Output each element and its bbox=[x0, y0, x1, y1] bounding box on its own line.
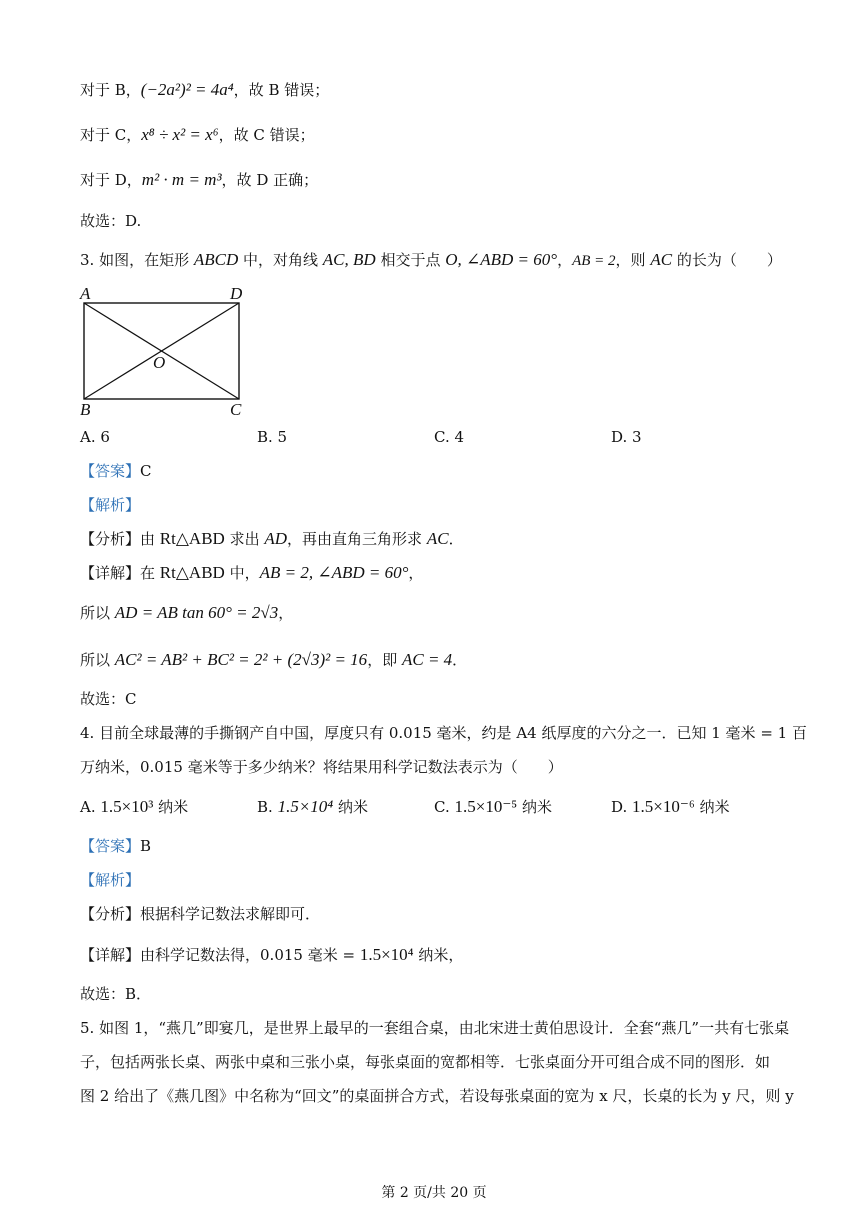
choose-answer-line: 故选：D. bbox=[80, 212, 142, 230]
q5-stem-line-1: 5. 如图 1，“燕几”即宴几，是世界上最早的一套组合桌，由北宋进士黄伯思设计．全套“燕几”一共有七张桌 bbox=[80, 1019, 790, 1037]
q5-stem-line-3: 图 2 给出了《燕几图》中名称为“回文”的桌面拼合方式，若设每张桌面的宽为 x 尺，长桌的长为 y 尺，则 y bbox=[80, 1087, 794, 1105]
answer-value: C bbox=[140, 462, 152, 480]
vertex-label-c: C bbox=[230, 400, 242, 419]
option-label: D. bbox=[611, 798, 628, 816]
math-expression: (−2a²)² = 4a⁴ bbox=[140, 80, 234, 99]
q3-option-d: D. 3 bbox=[611, 428, 642, 446]
text: 中，对角线 bbox=[238, 251, 323, 269]
q4-option-d bbox=[611, 797, 730, 817]
q5-stem-line-2: 子，包括两张长桌、两张中桌和三张小桌，每张桌面的宽都相等．七张桌面分开可组合成不同的图形．如 bbox=[80, 1053, 771, 1071]
option-label: B. bbox=[257, 798, 273, 816]
q3-choose: 故选：C bbox=[80, 690, 137, 708]
text: 所以 bbox=[80, 651, 115, 669]
text: 根据科学记数法求解即可． bbox=[140, 905, 321, 923]
text: ， bbox=[408, 564, 424, 582]
xiangjie-tag: 【详解】 bbox=[80, 946, 141, 964]
q4-option-b bbox=[257, 797, 368, 817]
math: 1.5×10⁴ bbox=[359, 945, 414, 964]
q4-choose: 故选：B． bbox=[80, 985, 152, 1003]
text: 纳米， bbox=[413, 946, 464, 964]
q3-answer bbox=[80, 461, 152, 481]
option-unit: 纳米 bbox=[699, 798, 730, 816]
fenxi-tag: 【分析】 bbox=[80, 530, 141, 548]
text: 中， bbox=[224, 564, 260, 582]
text-suffix: ，故 B 错误； bbox=[233, 81, 330, 99]
xiangjie-tag: 【详解】 bbox=[80, 564, 141, 582]
math: AC = 4 bbox=[401, 650, 453, 669]
text: ， bbox=[278, 604, 294, 622]
vertex-label-o: O bbox=[153, 353, 166, 372]
q3-fenxi bbox=[80, 529, 464, 549]
text: 的长为（ ） bbox=[672, 251, 782, 269]
text: 求出 bbox=[224, 530, 265, 548]
math: AC² = AB² + BC² = 2² + (2√3)² = 16 bbox=[114, 650, 368, 669]
math: AD bbox=[264, 529, 288, 548]
text: ． bbox=[452, 651, 468, 669]
math: AC, BD bbox=[322, 250, 376, 269]
text: 相交于点 bbox=[375, 251, 446, 269]
option-expression: 1.5×10³ bbox=[100, 797, 154, 816]
math: Rt△ABD bbox=[159, 563, 225, 582]
q3-stem bbox=[80, 250, 782, 271]
text: 由 bbox=[140, 530, 160, 548]
text-prefix: 对于 D， bbox=[80, 171, 142, 189]
math: AC bbox=[650, 250, 673, 269]
q4-stem-line-2: 万纳米，0.015 毫米等于多少纳米？将结果用科学记数法表示为（ ） bbox=[80, 758, 563, 776]
vertex-label-b: B bbox=[80, 400, 91, 419]
math-expression: m² · m = m³ bbox=[141, 170, 222, 189]
math: AD = AB tan 60° = 2√3 bbox=[114, 603, 279, 622]
math: AB = 2, ∠ABD = 60° bbox=[259, 563, 409, 582]
math: AB = 2 bbox=[572, 253, 616, 269]
vertex-label-d: D bbox=[230, 284, 243, 303]
math-expression: x⁸ ÷ x² = x⁶ bbox=[141, 125, 219, 144]
text: ， bbox=[557, 251, 573, 269]
text: 在 bbox=[140, 564, 160, 582]
text-suffix: ，故 D 正确； bbox=[221, 171, 319, 189]
text-prefix: 对于 C， bbox=[80, 126, 142, 144]
page-footer: 第 2 页/共 20 页 bbox=[381, 1185, 487, 1201]
q3-option-c: C. 4 bbox=[434, 428, 465, 446]
math: O, ∠ABD = 60° bbox=[445, 250, 558, 269]
q3-step-1 bbox=[80, 603, 293, 623]
text: ． bbox=[448, 530, 464, 548]
option-d-analysis bbox=[80, 170, 318, 190]
option-label: C. bbox=[434, 798, 450, 816]
option-expression: 1.5×10⁻⁶ bbox=[632, 797, 695, 816]
math: Rt△ABD bbox=[159, 529, 225, 548]
q3-xiangjie bbox=[80, 563, 423, 583]
answer-tag: 【答案】 bbox=[80, 462, 141, 480]
q4-answer bbox=[80, 836, 151, 856]
q4-option-c bbox=[434, 797, 552, 817]
rectangle-figure bbox=[70, 282, 260, 422]
text: ，再由直角三角形求 bbox=[287, 530, 427, 548]
q3-option-a: A. 6 bbox=[80, 428, 110, 446]
text-prefix: 对于 B， bbox=[80, 81, 141, 99]
text: 所以 bbox=[80, 604, 115, 622]
option-label: A. bbox=[80, 798, 96, 816]
q4-fenxi bbox=[80, 904, 320, 924]
q3-option-b: B. 5 bbox=[257, 428, 288, 446]
q3-step-2 bbox=[80, 650, 467, 670]
math: ABCD bbox=[193, 250, 239, 269]
option-unit: 纳米 bbox=[158, 798, 189, 816]
text: 3. 如图，在矩形 bbox=[80, 251, 194, 269]
q4-analysis-tag: 【解析】 bbox=[80, 871, 141, 889]
vertex-label-a: A bbox=[80, 284, 91, 303]
text: 由科学记数法得，0.015 毫米 = bbox=[140, 946, 360, 964]
q4-option-a bbox=[80, 797, 188, 817]
option-expression: 1.5×10⁻⁵ bbox=[454, 797, 518, 816]
fenxi-tag: 【分析】 bbox=[80, 905, 141, 923]
option-expression: 1.5×10⁴ bbox=[277, 797, 334, 816]
answer-value: B bbox=[140, 837, 152, 855]
math: AC bbox=[426, 529, 449, 548]
text: ，则 bbox=[615, 251, 651, 269]
answer-tag: 【答案】 bbox=[80, 837, 141, 855]
option-b-analysis bbox=[80, 80, 329, 100]
q3-analysis-tag: 【解析】 bbox=[80, 496, 141, 514]
text: ，即 bbox=[367, 651, 402, 669]
option-unit: 纳米 bbox=[338, 798, 369, 816]
q4-xiangjie bbox=[80, 945, 463, 965]
text-suffix: ，故 C 错误； bbox=[218, 126, 315, 144]
option-c-analysis bbox=[80, 125, 315, 145]
q4-stem-line-1: 4. 目前全球最薄的手撕钢产自中国，厚度只有 0.015 毫米，约是 A4 纸厚度的六分之一．已知 1 毫米 = 1 百 bbox=[80, 724, 807, 742]
option-unit: 纳米 bbox=[522, 798, 553, 816]
